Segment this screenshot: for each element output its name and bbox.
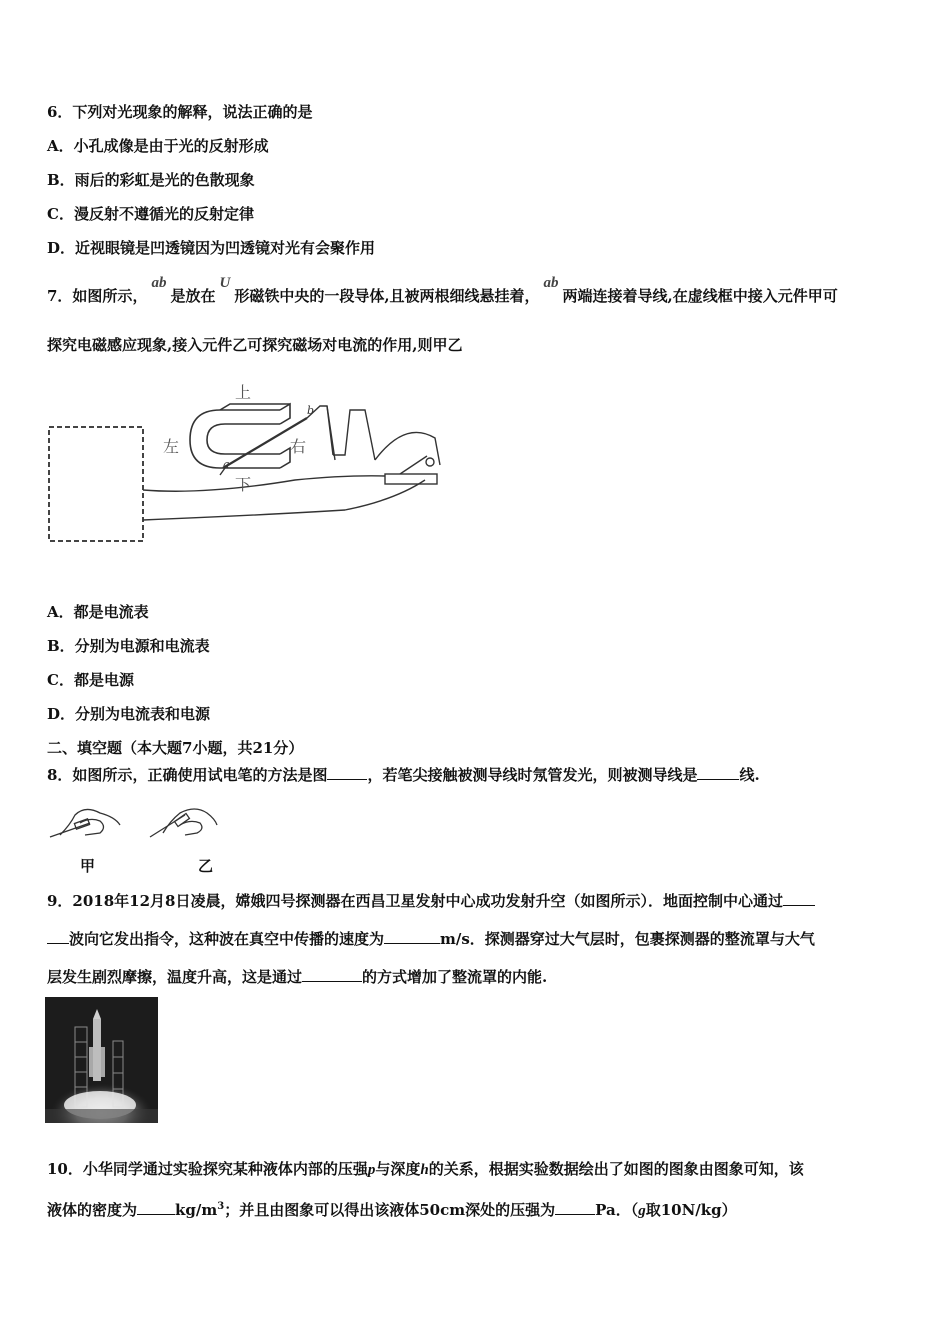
q10-blank-1 (137, 1199, 175, 1215)
q6-option-d: D．近视眼镜是凹透镜因为凹透镜对光有会聚作用 (47, 239, 376, 257)
q8-blank-1 (327, 764, 367, 780)
q9-blank-3 (302, 966, 362, 982)
q10-blank-2 (555, 1199, 595, 1215)
q8-test-pen-figures (45, 795, 225, 845)
q9-line3: 层发生剧烈摩擦，温度升高，这是通过 的方式增加了整流罩的内能. (47, 968, 548, 986)
q10-var-p: p (367, 1162, 376, 1178)
q6-option-a: A．小孔成像是由于光的反射形成 (47, 137, 269, 155)
wires (143, 406, 440, 520)
section2-heading: 二、填空题（本大题7小题，共21分） (47, 739, 304, 757)
label-right: 右 (290, 437, 307, 456)
label-a: a (223, 458, 230, 471)
q9-line1: 9．2018年12月8日凌晨，嫦娥四号探测器在西昌卫星发射中心成功发射升空（如图所示）．地面控制中心通过 (47, 890, 815, 911)
hand-figure-yi (150, 809, 217, 837)
q8-stem: 8．如图所示，正确使用试电笔的方法是图 ，若笔尖接触被测导线时氖管发光，则被测导线是 线. (47, 766, 760, 784)
q7-option-d: D．分别为电流表和电源 (47, 705, 211, 723)
switch (385, 456, 437, 484)
q7-magnet-circuit-figure (45, 380, 445, 550)
q7-option-c: C．都是电源 (47, 671, 134, 689)
label-down: 下 (235, 475, 252, 494)
dashed-component-box (49, 427, 143, 541)
q6-option-c: C．漫反射不遵循光的反射定律 (47, 205, 254, 223)
q9-blank-1b (47, 928, 69, 944)
label-up: 上 (235, 383, 252, 402)
label-left: 左 (163, 437, 180, 456)
q6-stem: 6．下列对光现象的解释，说法正确的是 (47, 103, 313, 121)
hand-figure-jia (50, 809, 120, 837)
q10-var-h: h (420, 1162, 429, 1178)
q7-stem-line2: 探究电磁感应现象,接入元件乙可探究磁场对电流的作用,则甲乙 (47, 336, 463, 354)
q8-label-yi: 乙 (198, 857, 214, 875)
q7-stem-line1: 7．如图所示，ab是放在U形磁铁中央的一段导体,且被两根细线悬挂着，ab两端连接着导线,在虚线框中接入元件甲可 (47, 275, 838, 305)
q7-symbol-ab-2: ab (543, 275, 559, 291)
q10-var-g: g (638, 1203, 646, 1219)
q7-symbol-u: U (219, 275, 231, 291)
q10-line2: 液体的密度为 $kg/m^3$；并且由图象可以得出该液体50cm深处的压强为 Pa．（g取10N/kg） (47, 1201, 737, 1219)
q9-blank-1a (783, 890, 815, 906)
q7-option-b: B．分别为电源和电流表 (47, 637, 210, 655)
rocket-launch-photo (45, 997, 158, 1123)
q10-line1: 10．小华同学通过实验探究某种液体内部的压强p与深度h的关系，根据实验数据绘出了如图的图象由图象可知，该 (47, 1160, 804, 1178)
q7-option-a: A．都是电流表 (47, 603, 149, 621)
q8-blank-2 (697, 764, 739, 780)
q8-label-jia: 甲 (80, 857, 96, 875)
q6-option-b: B．雨后的彩虹是光的色散现象 (47, 171, 255, 189)
q9-blank-2 (384, 928, 440, 944)
q7-symbol-ab: ab (151, 275, 167, 291)
label-b: b (307, 404, 315, 417)
q9-line2: 波向它发出指令，这种波在真空中传播的速度为 m/s．探测器穿过大气层时，包裹探测器的整流罩与大气 (47, 928, 815, 949)
